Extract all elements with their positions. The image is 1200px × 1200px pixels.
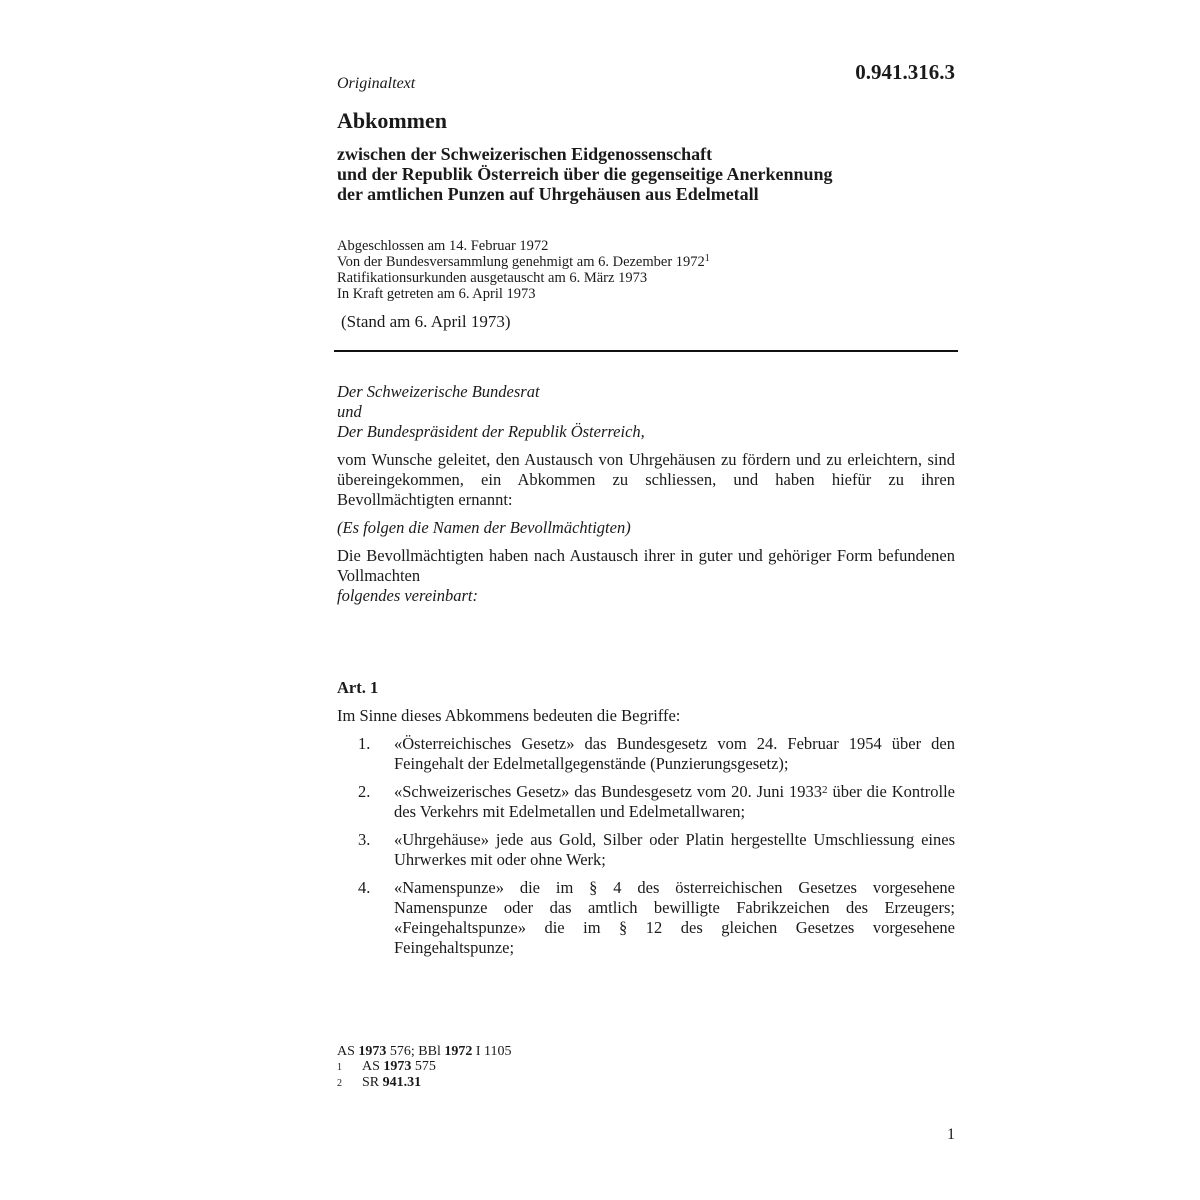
- in-force-date: In Kraft getreten am 6. April 1973: [337, 286, 536, 302]
- article-intro: Im Sinne dieses Abkommens bedeuten die Begriffe:: [337, 706, 681, 725]
- list-item: [337, 830, 955, 870]
- footnote: [337, 1059, 512, 1075]
- list-number: 1.: [358, 734, 371, 753]
- divider: [334, 350, 958, 352]
- originaltext-label: Originaltext: [337, 75, 416, 92]
- document-metadata: [337, 238, 710, 302]
- sr-number: 0.941.316.3: [855, 60, 955, 84]
- list-number: 2.: [358, 782, 371, 801]
- approved-date: Von der Bundesversammlung genehmigt am 6. Dezember 1972$^1$: [337, 253, 710, 270]
- footnote-text: SR 941.31: [362, 1075, 422, 1090]
- subtitle-line: der amtlichen Punzen auf Uhrgehäusen aus Edelmetall: [337, 184, 759, 204]
- footnote-number: 2: [337, 1078, 342, 1089]
- page-number: 1: [947, 1126, 955, 1143]
- party-austria: Der Bundespräsident der Republik Österreich,: [337, 422, 645, 441]
- document-subtitle: [337, 144, 957, 204]
- list-text: «Schweizerisches Gesetz» das Bundesgesetz vom 20. Juni 1933$^2$ über die Kontrolle des Verkehrs mit Edelmetallen und Edelmetallwaren;: [394, 782, 955, 821]
- definition-list: [337, 734, 955, 966]
- list-item: [337, 878, 955, 958]
- list-number: 4.: [358, 878, 371, 897]
- subtitle-line: zwischen der Schweizerischen Eidgenossenschaft: [337, 144, 713, 164]
- list-text: «Namenspunze» die im § 4 des österreichischen Gesetzes vorgesehene Namenspunze oder das amtlich bewilligte Fabrikzeichen des Erzeugers; «Feingehaltspunze» die im § 12 des gleichen Gesetzes vorgesehene Feingehaltspunze;: [394, 878, 955, 957]
- preamble-paragraph: Die Bevollmächtigten haben nach Austausch ihrer in guter und gehöriger Form befundenen Vollmachten: [337, 546, 955, 585]
- footnote-text: AS 1973 575: [362, 1059, 436, 1074]
- article-heading: Art. 1: [337, 678, 379, 697]
- footnote: [337, 1075, 512, 1091]
- ratified-date: Ratifikationsurkunden ausgetauscht am 6. März 1973: [337, 270, 648, 286]
- concluded-date: Abgeschlossen am 14. Februar 1972: [337, 238, 549, 254]
- subtitle-line: und der Republik Österreich über die gegenseitige Anerkennung: [337, 164, 833, 184]
- agreed-clause: folgendes vereinbart:: [337, 586, 478, 605]
- preamble: [337, 382, 955, 606]
- conjunction: und: [337, 402, 362, 421]
- list-text: «Uhrgehäuse» jede aus Gold, Silber oder Platin hergestellte Umschliessung eines Uhrwerkes mit oder ohne Werk;: [394, 830, 955, 869]
- list-item: [337, 734, 955, 774]
- status-date: (Stand am 6. April 1973): [341, 312, 511, 331]
- footnote-number: 1: [337, 1062, 342, 1073]
- party-swiss: Der Schweizerische Bundesrat: [337, 382, 540, 401]
- preamble-paragraph: vom Wunsche geleitet, den Austausch von Uhrgehäusen zu fördern und zu erleichtern, sind übereingekommen, ein Abkommen zu schliessen, und haben hiefür zu ihren Bevollmächtigten ernannt:: [337, 450, 955, 509]
- footnote-ref[interactable]: 2: [822, 784, 828, 796]
- plenipotentiaries-note: (Es folgen die Namen der Bevollmächtigten): [337, 518, 631, 537]
- footnote-ref[interactable]: 1: [704, 253, 710, 264]
- source-reference: AS 1973 576; BBl 1972 I 1105: [337, 1044, 512, 1059]
- list-text: «Österreichisches Gesetz» das Bundesgesetz vom 24. Februar 1954 über den Feingehalt der Edelmetallgegenstände (Punzierungsgesetz);: [394, 734, 955, 773]
- footnotes: [337, 1044, 512, 1091]
- list-item: [337, 782, 955, 822]
- list-number: 3.: [358, 830, 371, 849]
- document-title: Abkommen: [337, 108, 448, 133]
